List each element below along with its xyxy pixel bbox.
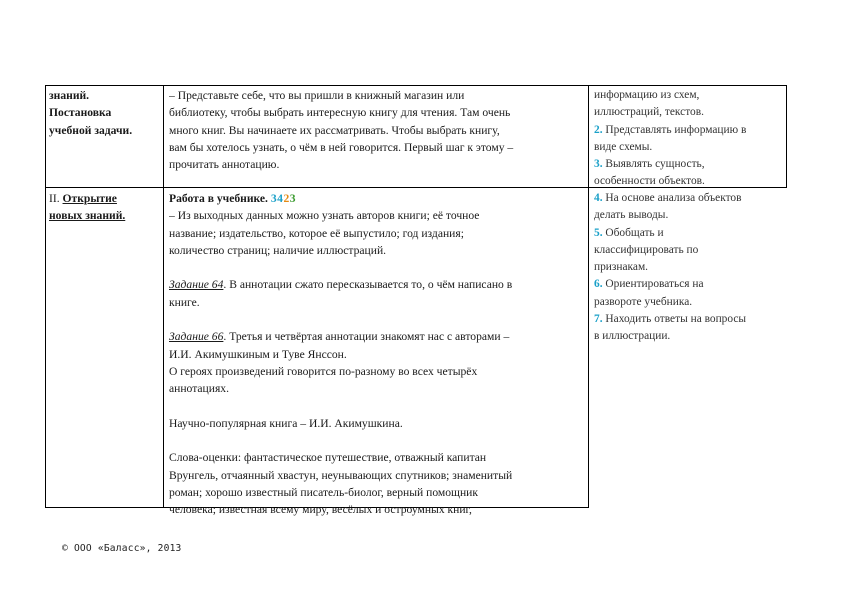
- stage-label-line: учебной задачи.: [49, 123, 133, 137]
- row1-content-cell: [169, 87, 585, 173]
- row2-content-cell: [169, 190, 585, 519]
- row2-skills-cell: [594, 190, 786, 346]
- skill-line: [594, 311, 786, 328]
- stage-title: Открытие: [62, 192, 117, 205]
- skill-line: [594, 139, 786, 156]
- stage-title-line2: новых знаний.: [49, 209, 126, 223]
- skill-number: 5.: [594, 226, 603, 239]
- content-line: аннотациях.: [169, 382, 229, 396]
- content-line: человека; известная всему миру, весёлых и остроумных книг,: [169, 503, 472, 517]
- mark: 4: [277, 192, 284, 205]
- skill-number: 6.: [594, 278, 603, 291]
- skill-line: [594, 190, 786, 207]
- content-line: Врунгель, отчаянный хвастун, неунывающих спутников; знаменитый: [169, 468, 513, 482]
- skill-line: [594, 207, 786, 224]
- skill-line: [594, 173, 786, 190]
- content-line: – Представьте себе, что вы пришли в книжный магазин или: [169, 89, 465, 102]
- content-line: И.И. Акимушкиным и Туве Янссон.: [169, 347, 347, 361]
- copyright-footer: © ООО «Баласс», 2013: [62, 543, 182, 554]
- content-line: вам бы хотелось узнать, о чём в ней говорится. Первый шаг к этому –: [169, 140, 514, 154]
- skill-line: [594, 156, 786, 173]
- skill-line: [594, 104, 786, 121]
- row1-skills-cell: [594, 87, 786, 191]
- row2-stage-cell: [49, 190, 157, 225]
- skill-line: [594, 225, 786, 242]
- content-line: – Из выходных данных можно узнать авторов книги; её точное: [169, 209, 480, 223]
- task-64-line: [169, 276, 585, 293]
- content-line: книге.: [169, 295, 200, 309]
- content-line: прочитать аннотацию.: [169, 158, 280, 172]
- skill-text: Обобщать и: [605, 226, 664, 239]
- content-line: роман; хорошо известный писатель-биолог, верный помощник: [169, 486, 478, 500]
- table-border-top: [45, 85, 787, 86]
- content-line: библиотеку, чтобы выбрать интересную книгу для чтения. Там очень: [169, 106, 511, 120]
- row1-stage-cell: [49, 87, 157, 139]
- content-line: много книг. Вы начинаете их рассматривать. Чтобы выбрать книгу,: [169, 123, 500, 137]
- mark: 3: [270, 192, 278, 205]
- skill-text: делать выводы.: [594, 209, 669, 222]
- skill-line: [594, 87, 786, 104]
- lesson-table: [45, 85, 787, 517]
- skill-line: [594, 259, 786, 276]
- skill-text: Находить ответы на вопросы: [605, 313, 747, 326]
- stage-label-line: Постановка: [49, 106, 112, 120]
- skill-text: информацию из схем,: [594, 89, 700, 101]
- table-border-right: [786, 85, 787, 188]
- task-66-line: [169, 328, 585, 345]
- stage-roman-numeral: II.: [49, 192, 60, 205]
- skill-line: [594, 276, 786, 293]
- skill-text: в иллюстрации.: [594, 330, 671, 343]
- skill-line: [594, 294, 786, 311]
- table-divider-2: [588, 85, 589, 508]
- stage-label-line: знаний.: [49, 89, 90, 102]
- skill-text: Ориентироваться на: [605, 278, 704, 291]
- skill-text: Выявлять сущность,: [605, 158, 705, 171]
- skill-line: [594, 122, 786, 139]
- skill-line: [594, 242, 786, 259]
- content-line: название; издательство, которое её выпустило; год издания;: [169, 226, 464, 240]
- skill-text: классифицировать по: [594, 243, 699, 256]
- skill-text: Представлять информацию в: [605, 123, 747, 136]
- skill-text: На основе анализа объектов: [605, 192, 742, 204]
- mark: 3: [289, 192, 297, 205]
- skill-text: особенности объектов.: [594, 175, 705, 188]
- skill-text: признакам.: [594, 261, 649, 274]
- skill-text: виде схемы.: [594, 140, 653, 153]
- task-64-text: . В аннотации сжато пересказывается то, о чём написано в: [223, 278, 513, 292]
- task-64-label: Задание 64: [169, 278, 224, 292]
- task-66-text: . Третья и четвёртая аннотации знакомят нас с авторами –: [223, 330, 510, 344]
- skill-text: иллюстраций, текстов.: [594, 106, 704, 119]
- content-line: О героях произведений говорится по-разному во всех четырёх: [169, 364, 478, 378]
- skill-number: 4.: [594, 192, 603, 204]
- skill-number: 3.: [594, 158, 603, 171]
- work-heading: Работа в учебнике.: [169, 192, 268, 205]
- table-divider-1: [163, 85, 164, 508]
- mark: 2: [283, 192, 290, 205]
- skill-number: 7.: [594, 313, 603, 326]
- stage-label-line: [49, 190, 157, 207]
- skill-text: развороте учебника.: [594, 295, 693, 308]
- assessment-marks: [271, 192, 296, 205]
- skill-line: [594, 328, 786, 345]
- work-heading-line: [169, 190, 585, 207]
- content-line: количество страниц; наличие иллюстраций.: [169, 243, 387, 257]
- content-line: Научно-популярная книга – И.И. Акимушкина.: [169, 416, 403, 430]
- table-border-left: [45, 85, 46, 508]
- content-line: Слова-оценки: фантастическое путешествие, отважный капитан: [169, 451, 487, 465]
- task-66-label: Задание 66: [169, 330, 224, 344]
- skill-number: 2.: [594, 123, 603, 136]
